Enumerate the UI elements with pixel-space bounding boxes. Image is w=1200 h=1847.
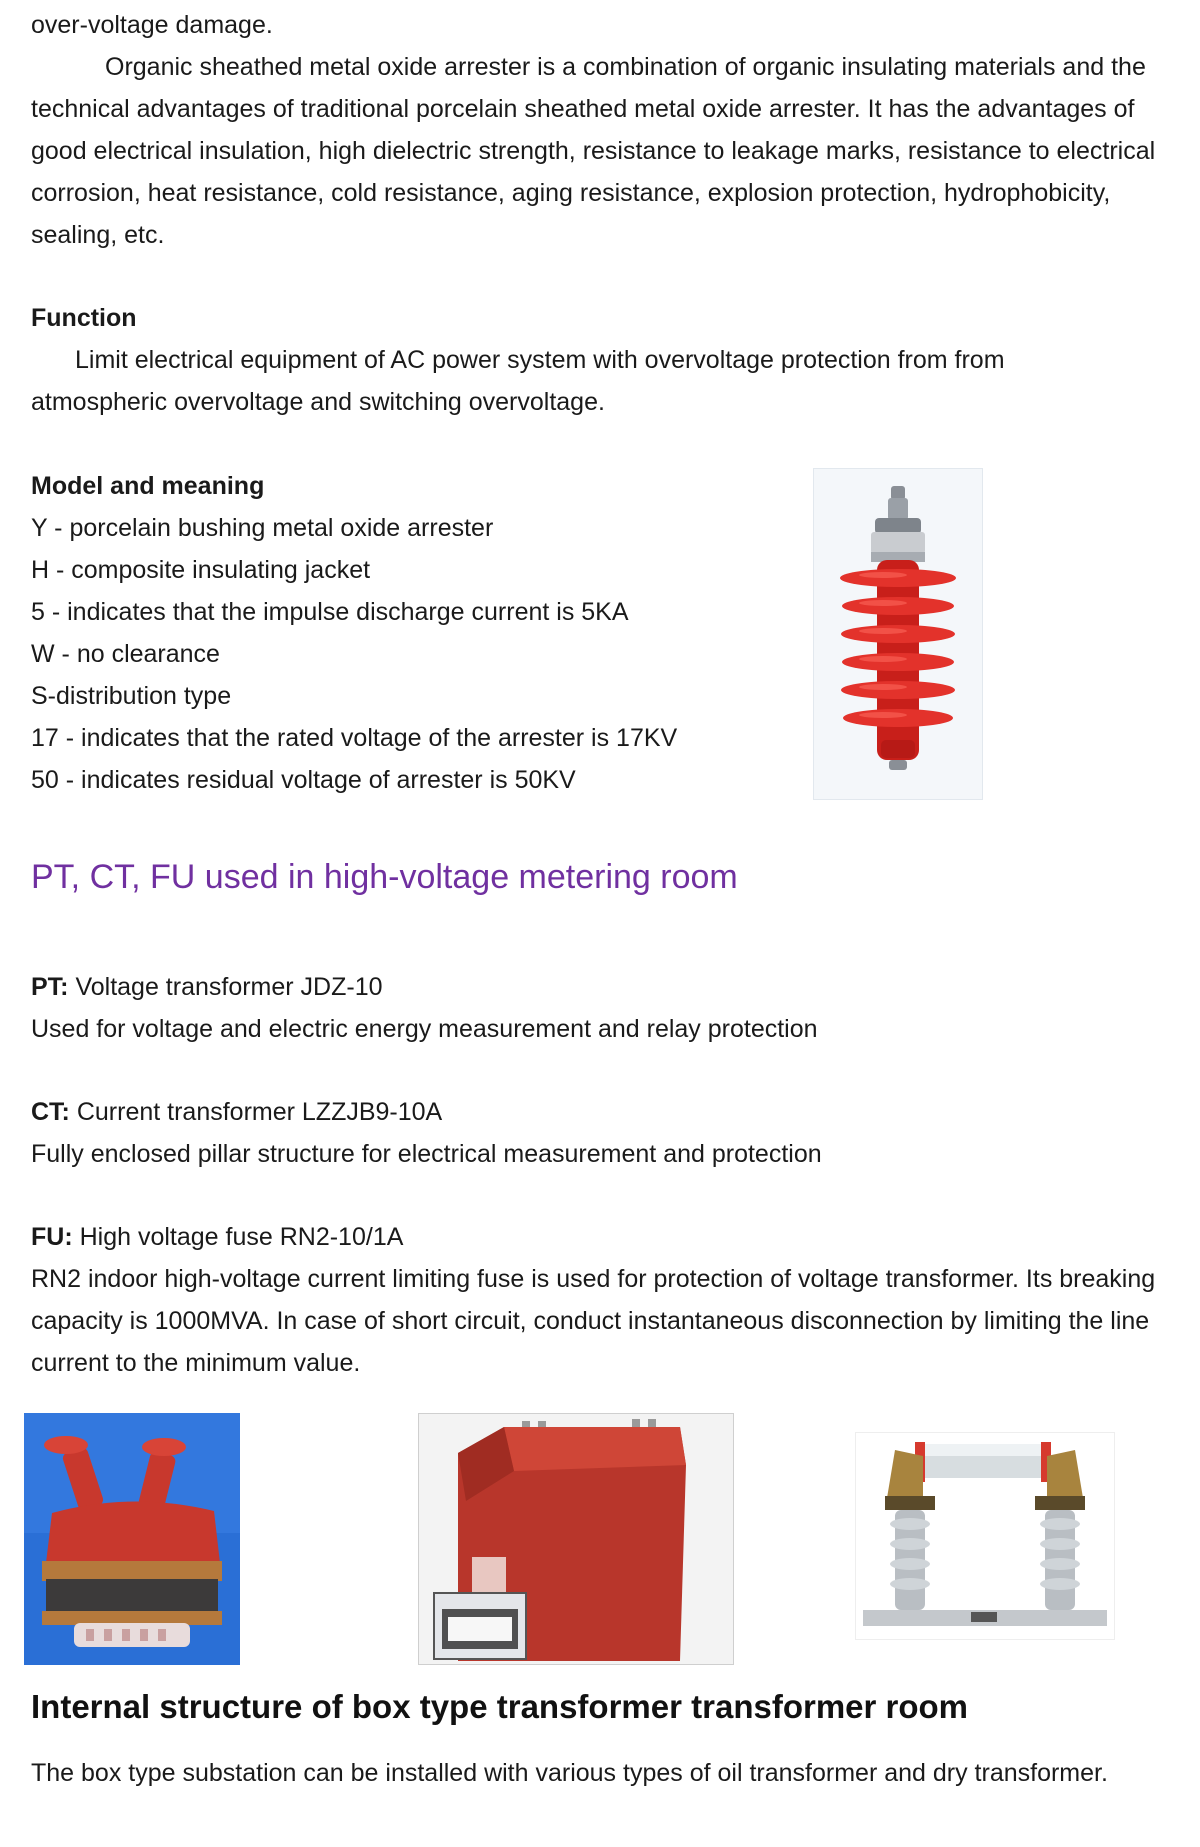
arrester-photo (813, 468, 983, 800)
pt-label: PT: (31, 973, 69, 1001)
metering-section-title: PT, CT, FU used in high-voltage metering room (31, 858, 738, 896)
model-item: W - no clearance (31, 640, 220, 668)
fu-line (31, 1216, 403, 1258)
fu-label: FU: (31, 1223, 73, 1251)
ct-description: Fully enclosed pillar structure for electrical measurement and protection (31, 1140, 822, 1168)
function-heading: Function (31, 304, 137, 332)
current-transformer-photo (418, 1413, 734, 1665)
ct-line (31, 1091, 442, 1133)
intro-text (31, 4, 1181, 256)
model-item: 5 - indicates that the impulse discharge current is 5KA (31, 598, 629, 626)
model-item: H - composite insulating jacket (31, 556, 371, 584)
fu-value: High voltage fuse RN2-10/1A (72, 1223, 404, 1251)
model-list (31, 507, 677, 801)
fuse-photo (855, 1432, 1115, 1640)
voltage-transformer-photo (24, 1413, 240, 1665)
pt-value: Voltage transformer JDZ-10 (68, 973, 383, 1001)
fu-description: RN2 indoor high-voltage current limiting fuse is used for protection of voltage transformer. Its breaking capacity is 1000MVA. In case of short circuit, conduct instantaneous disconnection by limiting the line current to the minimum value. (31, 1265, 1156, 1377)
pt-description: Used for voltage and electric energy measurement and relay protection (31, 1015, 818, 1043)
model-heading: Model and meaning (31, 472, 265, 500)
box-transformer-title: Internal structure of box type transformer transformer room (31, 1688, 969, 1725)
box-transformer-description: The box type substation can be installed with various types of oil transformer and dry transformer. (31, 1759, 1108, 1787)
intro-continuation: over-voltage damage. (31, 11, 273, 39)
function-body (31, 339, 1141, 423)
pt-line (31, 966, 383, 1008)
ct-label: CT: (31, 1098, 70, 1126)
model-item: Y - porcelain bushing metal oxide arrester (31, 514, 494, 542)
model-item: 17 - indicates that the rated voltage of the arrester is 17KV (31, 724, 678, 752)
ct-value: Current transformer LZZJB9-10A (69, 1098, 443, 1126)
model-item: S-distribution type (31, 682, 232, 710)
intro-paragraph: Organic sheathed metal oxide arrester is a combination of organic insulating materials and the technical advantages of traditional porcelain sheathed metal oxide arrester. It has the advantages of good electrical insulation, high dielectric strength, resistance to leakage marks, resistance to electrical corrosion, heat resistance, cold resistance, aging resistance, explosion protection, hydrophobicity, sealing, etc. (31, 53, 1156, 249)
function-paragraph: Limit electrical equipment of AC power system with overvoltage protection from from atmospheric overvoltage and switching overvoltage. (31, 346, 1005, 416)
model-item: 50 - indicates residual voltage of arrester is 50KV (31, 766, 576, 794)
